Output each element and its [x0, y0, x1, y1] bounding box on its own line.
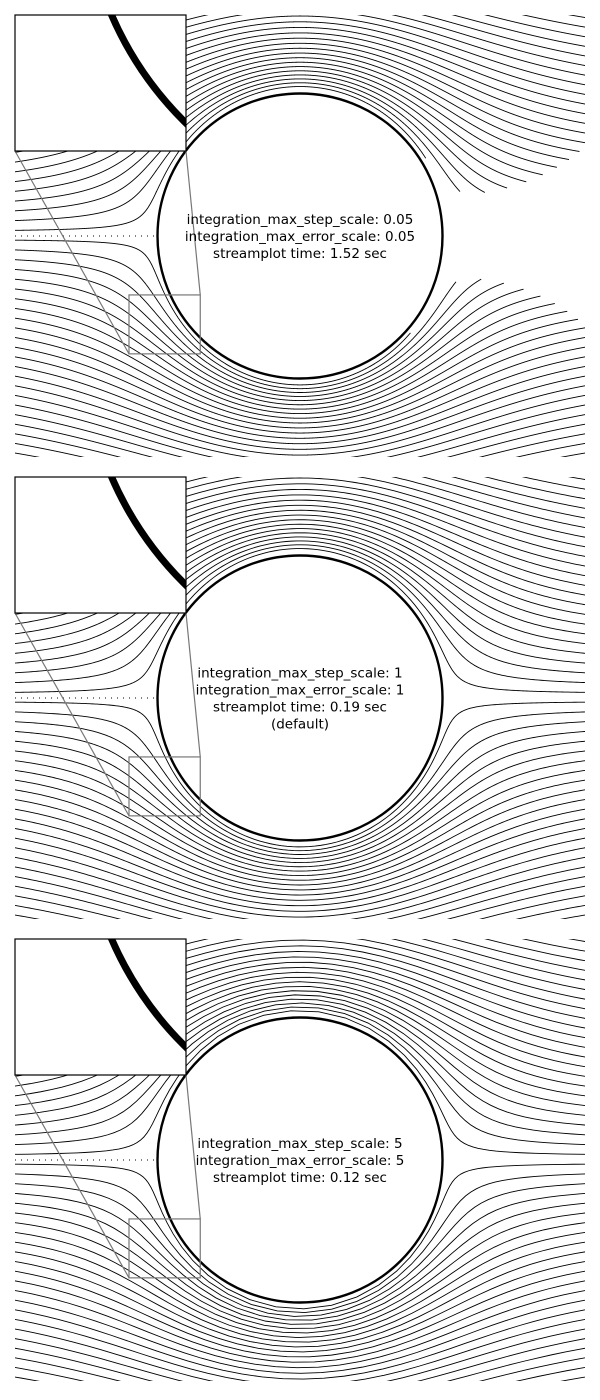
annotation-line: (default)	[270, 716, 330, 733]
annotation-line: integration_max_step_scale: 5	[197, 1136, 403, 1152]
streamplot-panel-1	[0, 0, 600, 500]
streamline	[8, 885, 587, 942]
streamline	[8, 433, 586, 481]
streamline	[8, 846, 586, 917]
zoom-connector-line	[15, 613, 129, 816]
annotation-line: streamplot time: 0.19 sec	[213, 699, 387, 716]
annotation-line: integration_max_error_scale: 1	[195, 682, 405, 699]
zoom-connector-line	[15, 1075, 129, 1278]
streamline	[8, 1356, 593, 1400]
annotation-line: integration_max_step_scale: 1	[197, 665, 403, 682]
annotation-line: integration_max_error_scale: 5	[195, 1153, 405, 1169]
streamline	[8, 1308, 596, 1379]
annotation-line: streamplot time: 0.12 sec	[213, 1170, 387, 1186]
streamline	[8, 895, 594, 943]
streamline	[8, 384, 585, 455]
annotation-line: integration_max_error_scale: 0.05	[184, 229, 416, 245]
streamline	[8, 423, 585, 480]
streamline	[8, 1366, 594, 1400]
annotation-line: streamplot time: 1.52 sec	[213, 246, 387, 262]
annotation-line: integration_max_step_scale: 0.05	[186, 212, 414, 228]
zoom-connector-line	[15, 151, 129, 354]
